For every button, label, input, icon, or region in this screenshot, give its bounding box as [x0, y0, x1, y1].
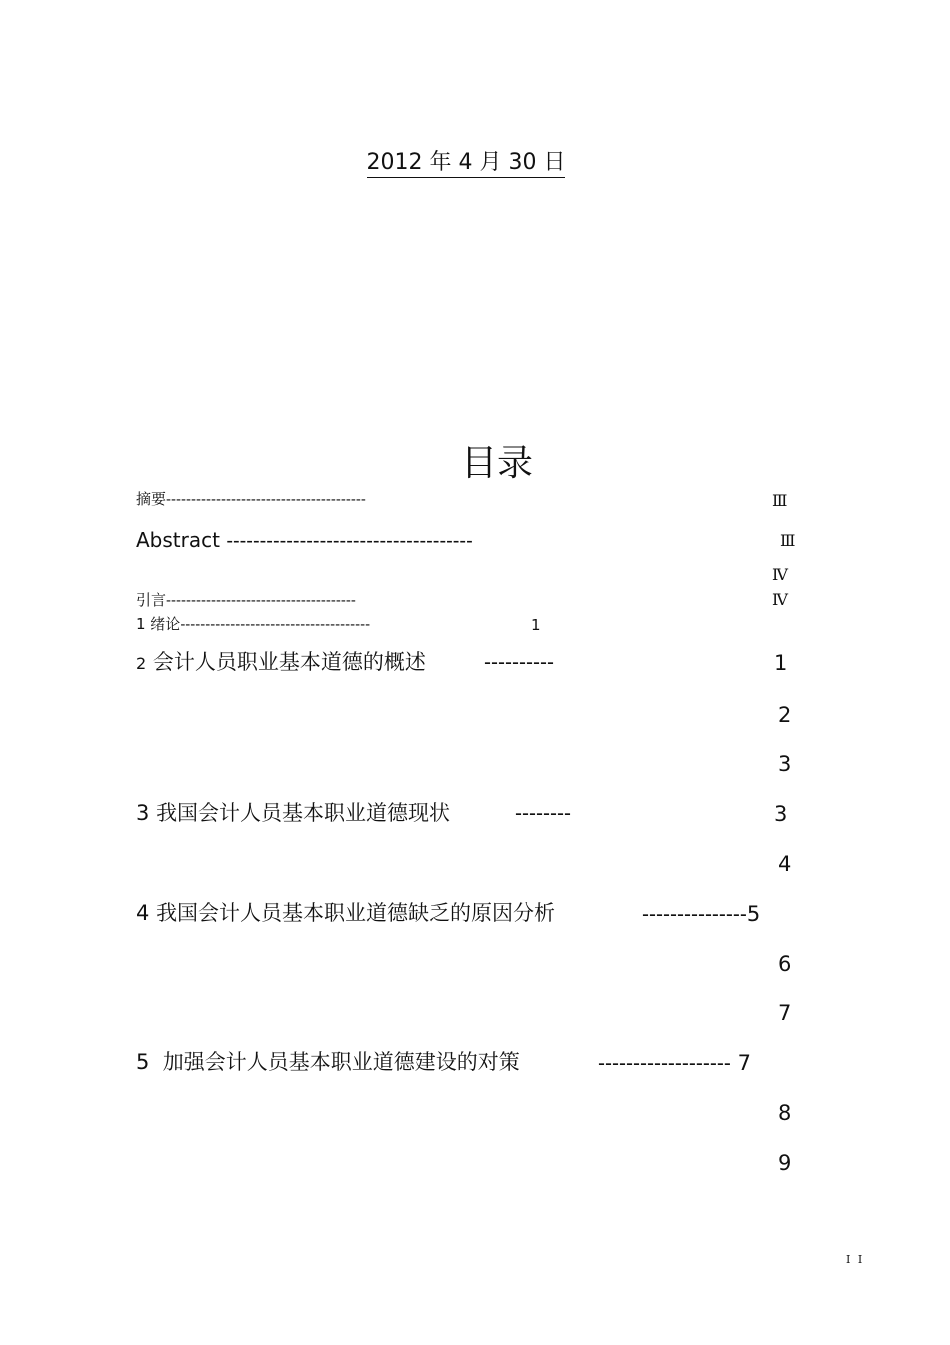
toc-page-number: 5: [746, 902, 761, 926]
toc-entry-label: 摘要: [136, 490, 167, 508]
toc-entry-abstract[interactable]: [136, 530, 473, 551]
footer-page-number: I I: [846, 1253, 865, 1266]
chapter-number: 5: [136, 1050, 150, 1074]
toc-leader-dashes: --------: [515, 802, 571, 825]
toc-page-number: 1: [531, 616, 541, 634]
toc-entry-chapter-2[interactable]: [136, 652, 426, 673]
toc-page-number: Ⅲ: [780, 531, 796, 550]
toc-leader-dashes: ---------------: [642, 903, 747, 926]
toc-page-number: 3: [774, 802, 788, 826]
toc-page-number: 2: [778, 703, 792, 727]
toc-page-number: 9: [778, 1151, 792, 1175]
toc-entry-label: 加强会计人员基本职业道德建设的对策: [162, 1050, 520, 1074]
toc-leader-with-page: [642, 904, 760, 925]
toc-entry-chapter-4[interactable]: [136, 903, 555, 924]
toc-title: 目录: [460, 443, 533, 484]
toc-page-number: 6: [778, 952, 792, 976]
toc-leader-dashes: ----------------------------------------: [166, 491, 366, 508]
toc-entry-label: 会计人员职业基本道德的概述: [152, 650, 426, 674]
toc-entry-label: 我国会计人员基本职业道德缺乏的原因分析: [156, 901, 556, 925]
toc-entry-label: 1 绪论: [136, 615, 181, 633]
toc-entry-label: Abstract: [136, 528, 220, 552]
chapter-number: 2: [136, 654, 147, 673]
toc-entry-yinyan[interactable]: [136, 593, 356, 608]
toc-entry-chapter-3[interactable]: [136, 803, 450, 824]
toc-page-number: 7: [778, 1001, 792, 1025]
toc-entry-xulun[interactable]: [136, 617, 370, 632]
toc-page-number: 7: [737, 1051, 751, 1075]
toc-page-number: 3: [778, 752, 792, 776]
toc-leader-dashes: --------------------------------------: [180, 616, 371, 633]
date-text: 2012 年 4 月 30 日: [367, 150, 566, 178]
toc-leader-with-page: [598, 1053, 751, 1074]
toc-page-number: Ⅳ: [772, 565, 788, 584]
toc-page-number: 4: [778, 852, 792, 876]
toc-page-number: Ⅲ: [772, 491, 788, 510]
toc-entry-zhaiyao[interactable]: [136, 492, 366, 507]
document-date: [0, 152, 932, 174]
toc-page-number: 1: [774, 651, 788, 675]
toc-entry-label: 我国会计人员基本职业道德现状: [156, 801, 451, 825]
toc-entry-label: 引言: [136, 591, 167, 609]
toc-page-number: 8: [778, 1101, 792, 1125]
toc-leader-dashes: -------------------------------------: [226, 530, 473, 552]
toc-leader-dashes: ----------: [484, 651, 554, 674]
chapter-number: 4: [136, 901, 150, 925]
chapter-number: 3: [136, 801, 150, 825]
toc-page-number: Ⅳ: [772, 590, 788, 609]
toc-entry-chapter-5[interactable]: [136, 1052, 520, 1073]
toc-leader-dashes: --------------------------------------: [166, 592, 356, 609]
toc-leader-dashes: -------------------: [598, 1052, 731, 1075]
